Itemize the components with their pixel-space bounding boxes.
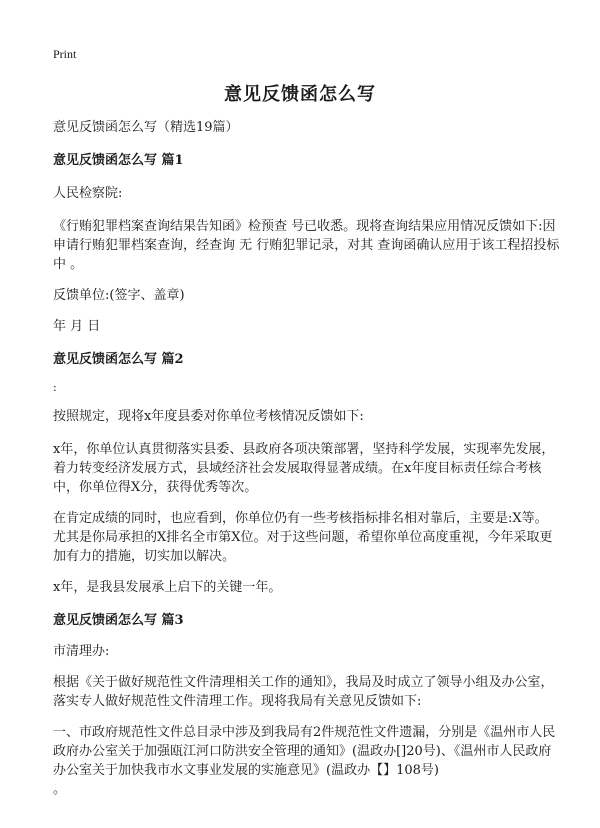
paragraph: 市清理办: xyxy=(53,644,110,659)
paragraph: x年，你单位认真贯彻落实县委、县政府各项决策部署，坚持科学发展，实现率先发展，着力转变经济发展方式，县域经济社会发展取得显著成绩。在x年度目标责任综合考核中，你单位得X分，获得优秀等次。 xyxy=(53,442,555,495)
paragraph: 在肯定成绩的同时，也应看到，你单位仍有一些考核指标排名相对靠后，主要是:X等。尤其是你局承担的X排名全市第X位。对于这些问题，希望你单位高度重视，今年采取更加有力的措施，切实加以解决。 xyxy=(53,511,553,564)
paragraph: 人民检察院: xyxy=(53,186,123,201)
section-heading-1: 意见反馈函怎么写 篇1 xyxy=(53,153,184,168)
paragraph: 一、市政府规范性文件总目录中涉及到我局有2件规范性文件遗漏，分别是《温州市人民政府办公室关于加强瓯江河口防洪安全管理的通知》(温政办[]20号)、《温州市人民政府办公室关于加快我市水文事业发展的实施意见》(温政办【】108号) xyxy=(53,725,556,778)
paragraph: 《行贿犯罪档案查询结果告知函》检预查 号已收悉。现将查询结果应用情况反馈如下:因申请行贿犯罪档案查询，经查询 无 行贿犯罪记录，对其 查询函确认应用于该工程招投标中 。 xyxy=(53,219,560,272)
paragraph: 反馈单位:(签字、盖章) xyxy=(53,288,185,303)
section-heading-2: 意见反馈函怎么写 篇2 xyxy=(53,352,184,367)
paragraph: x年，是我县发展承上启下的关键一年。 xyxy=(53,580,282,595)
page-title: 意见反馈函怎么写 xyxy=(224,84,376,105)
paragraph: 年 月 日 xyxy=(53,319,101,334)
paragraph: : xyxy=(53,381,57,394)
section-heading-3: 意见反馈函怎么写 篇3 xyxy=(53,613,184,628)
paragraph: 按照规定，现将x年度县委对你单位考核情况反馈如下: xyxy=(53,409,364,424)
paragraph: 根据《关于做好规范性文件清理相关工作的通知》，我局及时成立了领导小组及办公室，落实专人做好规范性文件清理工作。现将我局有关意见反馈如下: xyxy=(53,675,554,709)
subtitle: 意见反馈函怎么写（精选19篇） xyxy=(53,120,239,135)
print-link[interactable]: Print xyxy=(53,47,77,61)
document-body xyxy=(53,118,560,799)
paragraph: 。 xyxy=(53,782,67,797)
